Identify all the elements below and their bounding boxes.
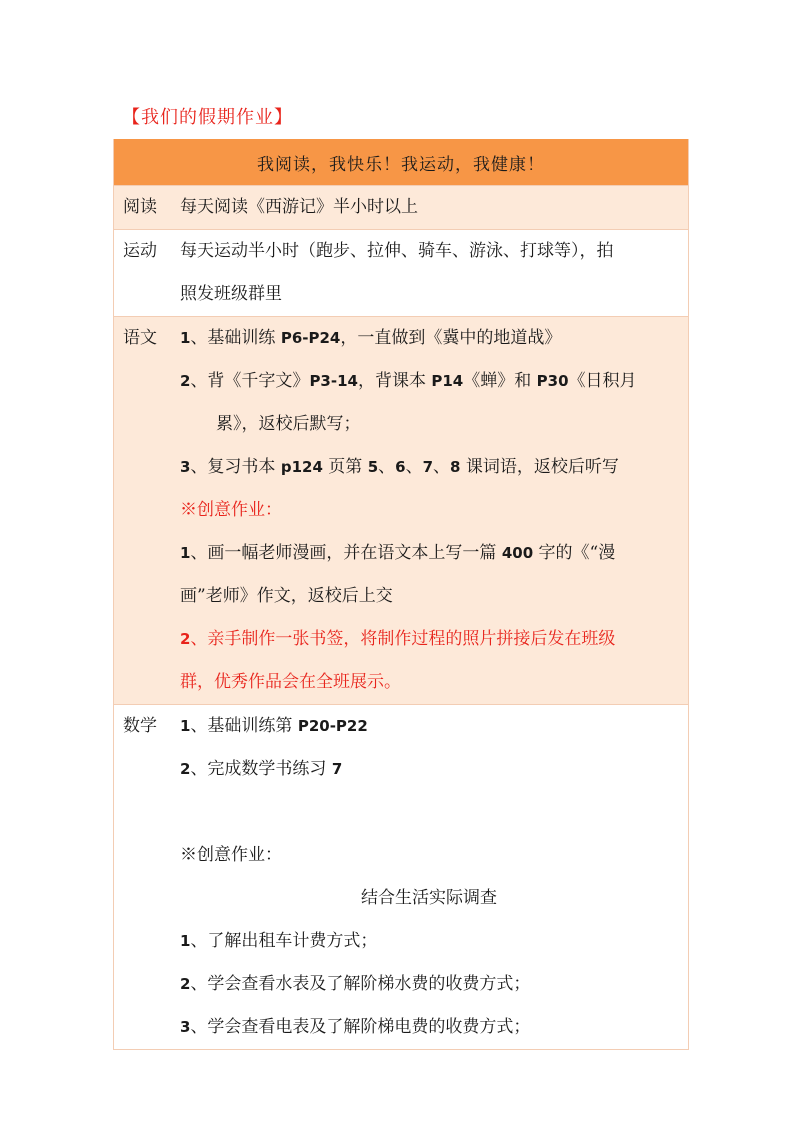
subject-reading: 阅读: [123, 197, 157, 217]
math-creative-label: ※创意作业：: [180, 845, 282, 865]
sports-task-line2: 照发班级群里: [180, 284, 282, 304]
subject-sports: 运动: [123, 241, 157, 261]
content-sports: [180, 230, 688, 316]
chinese-creative-1: 1、画一幅老师漫画，并在语文本上写一篇 400 字的《“漫: [180, 543, 616, 563]
chinese-creative-1-cont: 画”老师》作文，返校后上交: [180, 586, 393, 606]
subject-math: 数学: [123, 716, 157, 736]
math-spacer: [180, 791, 678, 834]
chinese-creative-2: 2、亲手制作一张书签，将制作过程的照片拼接后发在班级: [180, 629, 616, 649]
subject-chinese: 语文: [123, 328, 157, 348]
page-title: 【我们的假期作业】: [122, 107, 293, 128]
content-math: [180, 705, 688, 1049]
chinese-creative-2-cont: 群，优秀作品会在全班展示。: [180, 672, 401, 692]
row-sports: [114, 229, 688, 316]
content-chinese: [180, 317, 688, 704]
math-survey-1: 1、了解出租车计费方式；: [180, 931, 378, 951]
row-reading: [114, 185, 688, 229]
row-chinese: [114, 316, 688, 704]
chinese-item-2-cont: 累》，返校后默写；: [216, 414, 361, 434]
sports-task-line1: 每天运动半小时（跑步、拉伸、骑车、游泳、打球等），拍: [180, 241, 614, 261]
chinese-item-2: 2、背《千字文》P3-14，背课本 P14《蝉》和 P30《日积月: [180, 371, 637, 391]
math-item-1: 1、基础训练第 P20-P22: [180, 716, 368, 736]
row-math: [114, 704, 688, 1049]
math-item-2: 2、完成数学书练习 7: [180, 759, 343, 779]
chinese-creative-label: ※创意作业：: [180, 500, 282, 520]
table-header: 我阅读，我快乐！我运动，我健康！: [114, 139, 688, 185]
chinese-item-3: 3、复习书本 p124 页第 5、6、7、8 课词语，返校后听写: [180, 457, 619, 477]
reading-task: 每天阅读《西游记》半小时以上: [180, 197, 418, 217]
math-survey-title: 结合生活实际调查: [361, 888, 497, 908]
math-survey-3: 3、学会查看电表及了解阶梯电费的收费方式；: [180, 1017, 531, 1037]
content-reading: [180, 186, 688, 229]
chinese-item-1: 1、基础训练 P6-P24，一直做到《冀中的地道战》: [180, 328, 562, 348]
homework-table: [113, 139, 689, 1050]
math-survey-2: 2、学会查看水表及了解阶梯水费的收费方式；: [180, 974, 531, 994]
